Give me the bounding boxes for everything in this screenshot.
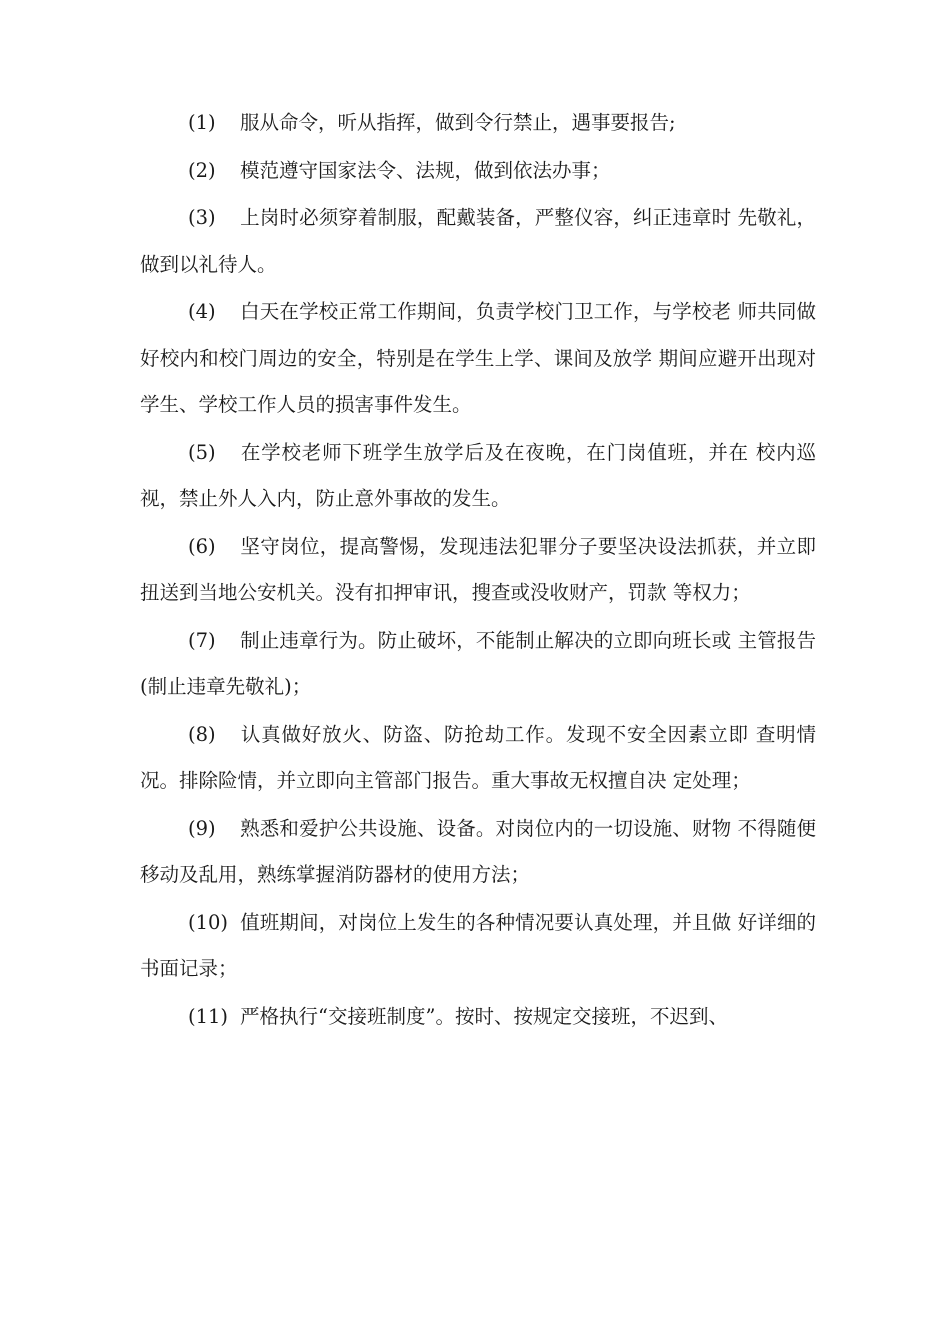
item-text: 熟悉和爱护公共设施、设备。对岗位内的一切设施、财物 不得随便移动及乱用，熟练掌握消防器材的使用方法； [140, 816, 816, 886]
item-number: (6) [188, 534, 216, 558]
item-number: (9) [188, 816, 216, 840]
item-number: (11) [188, 1004, 229, 1028]
item-text: 认真做好放火、防盗、防抢劫工作。发现不安全因素立即 查明情况。排除险情，并立即向主管部门报告。重大事故无权擅自决 定处理； [140, 722, 816, 792]
item-text: 上岗时必须穿着制服，配戴装备，严整仪容，纠正违章时 先敬礼，做到以礼待人。 [140, 206, 816, 276]
item-text: 白天在学校正常工作期间，负责学校门卫工作，与学校老 师共同做好校内和校门周边的安全，特别是在学生上学、课间及放学 期间应避开出现对学生、学校工作人员的损害事件发生。 [140, 300, 816, 416]
list-item [140, 289, 816, 429]
list-item [140, 100, 816, 147]
item-text: 在学校老师下班学生放学后及在夜晚，在门岗值班，并在 校内巡视，禁止外人入内，防止意外事故的发生。 [140, 440, 816, 510]
item-text: 严格执行“交接班制度”。按时、按规定交接班，不迟到、 [240, 1004, 728, 1028]
list-item [140, 806, 816, 899]
item-text: 值班期间，对岗位上发生的各种情况要认真处理，并且做 好详细的书面记录； [140, 910, 816, 980]
item-text: 模范遵守国家法令、法规，做到依法办事； [240, 158, 611, 182]
list-item [140, 712, 816, 805]
list-item [140, 618, 816, 711]
item-text: 服从命令，听从指挥，做到令行禁止，遇事要报告; [240, 111, 676, 134]
list-item [140, 994, 816, 1041]
item-number: (5) [188, 440, 216, 464]
item-number: (10) [188, 910, 229, 934]
item-number: (1) [188, 111, 216, 134]
item-number: (2) [188, 158, 216, 182]
item-number: (8) [188, 722, 216, 746]
item-number: (4) [188, 300, 216, 323]
list-item [140, 195, 816, 288]
list-item [140, 524, 816, 617]
list-item [140, 430, 816, 523]
item-text: 制止违章行为。防止破坏，不能制止解决的立即向班长或 主管报告(制止违章先敬礼)； [140, 628, 816, 698]
list-item [140, 900, 816, 993]
document-body [140, 100, 816, 1041]
item-number: (3) [188, 206, 216, 229]
item-text: 坚守岗位，提高警惕，发现违法犯罪分子要坚决设法抓获，并立即扭送到当地公安机关。没有扣押审讯，搜查或没收财产，罚款 等权力； [140, 534, 816, 604]
list-item [140, 148, 816, 195]
item-number: (7) [188, 628, 216, 652]
